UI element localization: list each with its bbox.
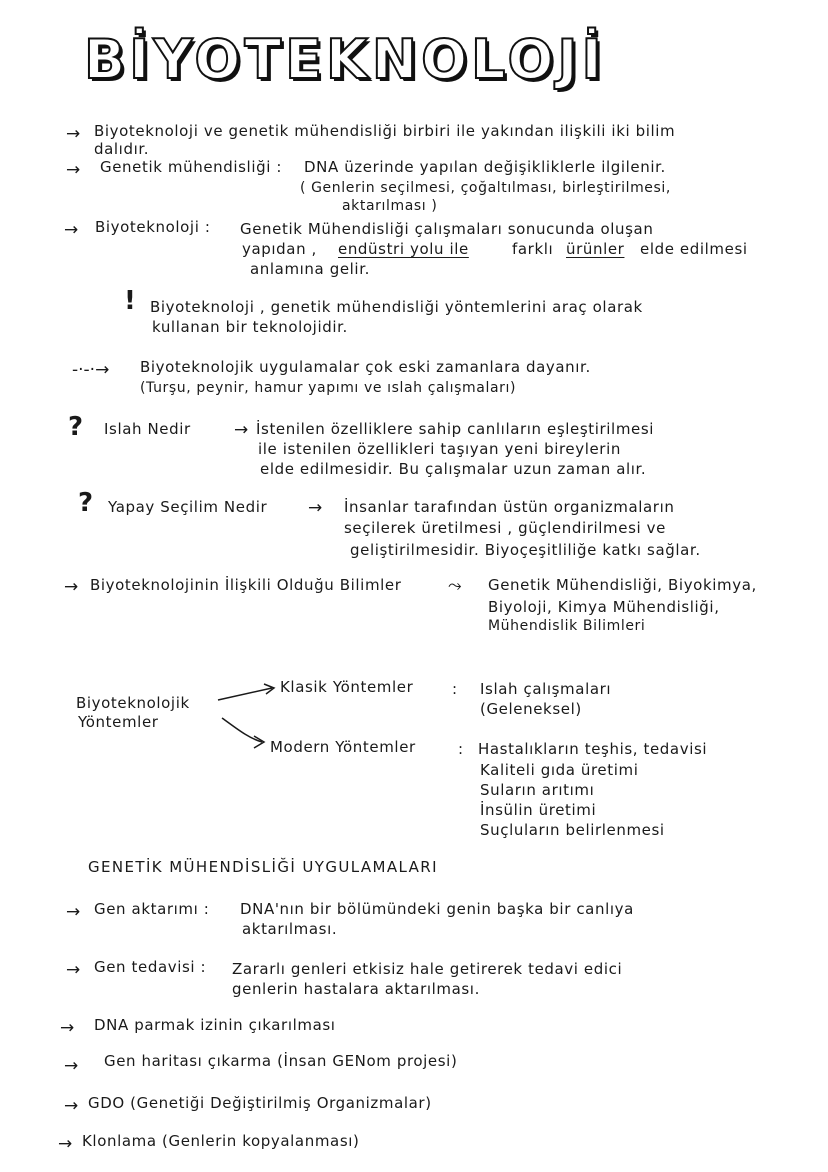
cloning: Klonlama (Genlerin kopyalanması): [82, 1132, 360, 1150]
arrow-icon: →: [66, 902, 81, 922]
gene-map: Gen haritası çıkarma (İnsan GENom projesi): [104, 1052, 458, 1070]
biotech-def-line-2a: yapıdan ,: [242, 240, 317, 258]
islah-line-3: elde edilmesidir. Bu çalışmalar uzun zaman alır.: [260, 460, 647, 478]
note-line-1: Biyoteknoloji , genetik mühendisliği yöntemlerini araç olarak: [150, 298, 643, 316]
biotech-def-line-2c: farklı: [512, 240, 554, 258]
question-icon: ?: [78, 488, 94, 518]
modern-item: Hastalıkların teşhis, tedavisi: [478, 740, 708, 758]
islah-head: Islah Nedir: [104, 420, 191, 438]
note-line-2: kullanan bir teknolojidir.: [152, 318, 348, 336]
methods-root-line-2: Yöntemler: [78, 713, 159, 731]
history-line-2: (Turşu, peynir, hamur yapımı ve ıslah çalışmaları): [140, 380, 517, 396]
arrow-icon: →: [66, 960, 81, 980]
arrow-icon: →: [308, 498, 323, 518]
arrow-icon: →: [64, 577, 79, 597]
exclamation-icon: !: [124, 286, 136, 316]
question-icon: ?: [68, 412, 84, 442]
methods-root-line-1: Biyoteknolojik: [76, 694, 190, 712]
modern-item: Suların arıtımı: [480, 781, 595, 799]
modern-item: Kaliteli gıda üretimi: [480, 761, 639, 779]
classic-line-1: Islah çalışmaları: [480, 680, 612, 698]
related-head: Biyoteknolojinin İlişkili Olduğu Bilimler: [90, 576, 402, 594]
yapay-line-1: İnsanlar tarafından üstün organizmaların: [344, 498, 675, 516]
genetic-eng-line-2: ( Genlerin seçilmesi, çoğaltılması, birleştirilmesi,: [300, 180, 671, 196]
page-title: BİYOTEKNOLOJİ: [84, 28, 606, 91]
arrow-icon: →: [60, 1018, 75, 1038]
biotech-def-line-2b: endüstri yolu ile: [338, 240, 469, 258]
arrow-icon: →: [64, 1056, 79, 1076]
modern-item: İnsülin üretimi: [480, 801, 597, 819]
biotech-def-line-2d: ürünler: [566, 240, 625, 258]
classic-line-2: (Geleneksel): [480, 700, 582, 718]
gen-aktarimi-line-1: DNA'nın bir bölümündeki genin başka bir canlıya: [240, 900, 634, 918]
arrow-icon: →: [66, 160, 81, 180]
classic-colon: :: [452, 680, 458, 698]
classic-label: Klasik Yöntemler: [280, 678, 414, 696]
genetic-eng-head: Genetik mühendisliği :: [100, 158, 283, 176]
dashed-arrow-icon: -·-·→: [72, 360, 110, 380]
related-line-3: Mühendislik Bilimleri: [488, 618, 646, 634]
gdo: GDO (Genetiği Değiştirilmiş Organizmalar): [88, 1094, 432, 1112]
biotech-def-head: Biyoteknoloji :: [95, 218, 211, 236]
related-line-2: Biyoloji, Kimya Mühendisliği,: [488, 598, 720, 616]
wave-arrow-icon: ⤳: [448, 576, 462, 596]
biotech-def-line-2e: elde edilmesi: [640, 240, 748, 258]
islah-line-2: ile istenilen özellikleri taşıyan yeni bireylerin: [258, 440, 621, 458]
arrow-icon: →: [234, 420, 249, 440]
arrow-icon: →: [64, 220, 79, 240]
intro-line-2: dalıdır.: [94, 140, 150, 158]
arrow-icon: →: [64, 1096, 79, 1116]
arrow-icon: →: [66, 124, 81, 144]
gen-aktarimi-line-2: aktarılması.: [242, 920, 338, 938]
history-line-1: Biyoteknolojik uygulamalar çok eski zamanlara dayanır.: [140, 358, 591, 376]
genetic-eng-line-3: aktarılması ): [342, 198, 438, 214]
genetic-eng-line-1: DNA üzerinde yapılan değişikliklerle ilgilenir.: [304, 158, 666, 176]
biotech-def-line-1: Genetik Mühendisliği çalışmaları sonucunda oluşan: [240, 220, 654, 238]
gen-aktarimi-head: Gen aktarımı :: [94, 900, 210, 918]
modern-item: Suçluların belirlenmesi: [480, 821, 665, 839]
arrow-icon: →: [58, 1134, 73, 1154]
related-line-1: Genetik Mühendisliği, Biyokimya,: [488, 576, 757, 594]
gen-tedavisi-line-1: Zararlı genleri etkisiz hale getirerek tedavi edici: [232, 960, 623, 978]
section-2-title: GENETİK MÜHENDİSLİĞİ UYGULAMALARI: [88, 858, 438, 876]
gen-tedavisi-line-2: genlerin hastalara aktarılması.: [232, 980, 480, 998]
yapay-head: Yapay Seçilim Nedir: [108, 498, 268, 516]
intro-line-1: Biyoteknoloji ve genetik mühendisliği birbiri ile yakından ilişkili iki bilim: [94, 122, 676, 140]
modern-colon: :: [458, 740, 464, 758]
modern-label: Modern Yöntemler: [270, 738, 416, 756]
dna-fingerprint: DNA parmak izinin çıkarılması: [94, 1016, 336, 1034]
biotech-def-line-3: anlamına gelir.: [250, 260, 370, 278]
yapay-line-2: seçilerek üretilmesi , güçlendirilmesi ve: [344, 519, 666, 537]
islah-line-1: İstenilen özelliklere sahip canlıların eşleştirilmesi: [256, 420, 655, 438]
yapay-line-3: geliştirilmesidir. Biyoçeşitliliğe katkı sağlar.: [350, 541, 701, 559]
gen-tedavisi-head: Gen tedavisi :: [94, 958, 207, 976]
